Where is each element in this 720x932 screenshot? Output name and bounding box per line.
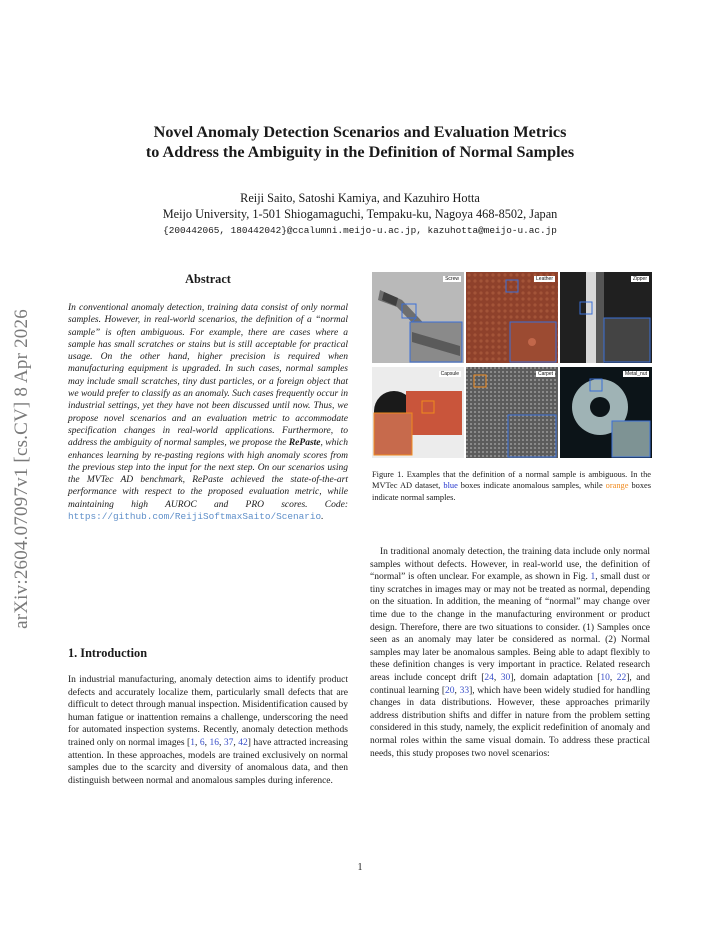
caption-text-2: boxes indicate anomalous samples, while: [457, 481, 606, 491]
citation[interactable]: 33: [459, 685, 470, 696]
screw-image: [372, 272, 464, 363]
caption-text-3: boxes indicate normal samples.: [372, 481, 651, 502]
citation[interactable]: 30: [500, 672, 511, 683]
arxiv-stamp: arXiv:2604.07097v1 [cs.CV] 8 Apr 2026: [11, 309, 32, 629]
col2-text-3: ], domain adaptation [: [510, 672, 601, 683]
panel-capsule: [372, 367, 464, 458]
code-link[interactable]: https://github.com/ReijiSoftmaxSaito/Scenario: [68, 511, 322, 523]
abstract-end: .: [321, 512, 324, 523]
panel-screw: [372, 272, 464, 363]
author-emails: {200442065, 180442042}@ccalumni.meijo-u.ac.jp, kazuhotta@meijo-u.ac.jp: [163, 225, 557, 236]
citation[interactable]: 16: [209, 737, 219, 748]
panel-zipper: [560, 272, 652, 363]
citation[interactable]: 6: [199, 737, 205, 748]
zipper-image: [560, 272, 652, 363]
caption-text-1: Figure 1. Examples that the definition of a normal sample is ambiguous. In the MVTec AD dataset,: [372, 470, 651, 491]
intro-text-1: In industrial manufacturing, anomaly detection aims to identify product defects and accurately localize them, particularly small defects that are difficult to detect through manual inspection. Misidentification caused by human fatigue or inattention remains a challenge, underscoring the need for automated inspection systems. Recently, anomaly detection methods trained only on normal images [: [68, 675, 348, 748]
affiliation: Meijo University, 1-501 Shiogamaguchi, Tempaku-ku, Nagoya 468-8502, Japan: [162, 207, 558, 221]
caption-blue-word: blue: [443, 481, 458, 491]
panel-label: Screw: [445, 276, 459, 282]
citation[interactable]: 24: [484, 672, 494, 683]
carpet-image: [466, 367, 558, 458]
paper-title: [60, 122, 660, 162]
abstract-text-1: In conventional anomaly detection, training data consist of only normal samples. However, in real-world scenarios, the definition of a “normal sample” is often ambiguous. For example, there are cases where a sample has small scratches or stains but is still acceptable for practical usage. On the other hand, higher precision is required when manufacturing equipment is upgraded. In such cases, normal samples may include small scratches, tiny dust particles, or a foreign object that we would prefer to classify as an anomaly. Such cases frequently occur in industrial settings, yet they have not been discussed until now. Thus, we propose novel scenarios and an evaluation metric to accommodate specification changes in real-world applications. Furthermore, to address the ambiguity of normal samples, we propose the: [68, 303, 348, 449]
col2-text-1: In traditional anomaly detection, the training data include only normal samples without defects. However, in real-world use, the definition of “normal” is often unclear. For example, as shown in Fig.: [370, 547, 650, 583]
panel-label: Zipper: [632, 276, 647, 282]
caption-orange-word: orange: [605, 481, 629, 491]
author-block: [60, 190, 660, 222]
panel-label: Capsule: [440, 371, 459, 377]
panel-label: Carpet: [537, 371, 553, 377]
author-names: Reiji Saito, Satoshi Kamiya, and Kazuhiro Hotta: [240, 191, 480, 205]
citation[interactable]: 37: [223, 737, 234, 748]
panel-label: Metal_nut: [625, 371, 647, 377]
intro-paragraph: In industrial manufacturing, anomaly detection aims to identify product defects and accurately localize them, particularly small defects that are difficult to detect through manual inspection. Misidentification caused by human fatigue or inattention remains a challenge, underscoring the need for automated inspection systems. Recently, anomaly detection methods trained only on normal images [1, 6, 16, 37, 42] have attracted increasing attention. In these approaches, models are trained exclusively on normal samples due to the scarcity and diversity of anomalous data, and then distinguish between normal and anomalous samples during inference.: [68, 675, 349, 786]
intro-text-2: ] have attracted increasing attention. In these approaches, models are trained exclusively on normal samples due to the scarcity and diversity of anomalous data, and then distinguish between normal and anomalous samples during inference.: [68, 737, 349, 786]
col2-text-4: ], and continual learning [: [370, 672, 650, 696]
panel-carpet: [466, 367, 558, 458]
citation[interactable]: 1: [190, 737, 195, 748]
figure-1-caption: [372, 469, 651, 503]
citation[interactable]: 22: [616, 672, 627, 683]
citation[interactable]: 10: [600, 672, 610, 683]
page-number: 1: [357, 862, 363, 873]
abstract-body: [68, 302, 348, 523]
column-2-paragraph: In traditional anomaly detection, the training data include only normal samples without defects. However, in real-world use, the definition of “normal” is often unclear. For example, as shown in Fig. 1, small dust or tiny scratches in images may or may not be treated as normal, depending on the situation. In addition, the meaning of “normal” may change over time due to the change in the manufacturing environment or product design. Therefore, there are two situations to consider. (1) Samples once seen as an anomaly may later be considered as normal. (2) Normal samples may later be anomalous samples. Being able to adapt flexibly to these definition changes is very important in practice. Related research areas include concept drift [24, 30], domain adaptation [10, 22], and continual learning [20, 33], which have been widely studied for handling changes in data distributions. However, these approaches primarily address distribution shifts and differ in nature from the problem setting considered in this study, namely, the explicit redefinition of anomaly and normal roles within the same visual domain. To address these practical needs, this study proposes two novel scenarios:: [370, 547, 651, 759]
method-name: RePaste: [288, 438, 321, 449]
citation[interactable]: 42: [238, 737, 248, 748]
abstract-text-2: , which enhances learning by re-pasting regions with high anomaly scores from the previous step into the input for the next step. On our scenarios using the MVTec AD benchmark, RePaste achieved the state-of-the-art performance with respect to the proposed evaluation metric, while maintaining high AUROC and PRO scores. Code:: [68, 438, 349, 510]
title-line-2: to Address the Ambiguity in the Definition of Normal Samples: [145, 143, 575, 161]
col2-text-2: , small dust or tiny scratches in images may or may not be treated as normal, depending on the situation. In addition, the meaning of “normal” may change over time due to the change in the manufacturing environment or product design. Therefore, there are two situations to consider. (1) Samples once seen as an anomaly may later be considered as normal. (2) Normal samples may later be anomalous samples. Being able to adapt flexibly to these definition changes is very important in practice. Related research areas include concept drift [: [370, 572, 650, 683]
metal-nut-image: [560, 367, 652, 458]
citation[interactable]: 20: [445, 685, 455, 696]
panel-metal-nut: [560, 367, 652, 458]
title-line-1: Novel Anomaly Detection Scenarios and Evaluation Metrics: [153, 123, 567, 141]
panel-leather: [466, 272, 558, 363]
capsule-image: [372, 367, 464, 458]
leather-image: [466, 272, 558, 363]
col2-text-5: ], which have been widely studied for handling changes in data distributions. However, these approaches primarily address distribution shifts and differ in nature from the problem setting considered in this study, namely, the explicit redefinition of anomaly and normal roles within the same visual domain. To address these practical needs, this study proposes two novel scenarios:: [370, 685, 651, 759]
abstract-heading: Abstract: [185, 272, 231, 286]
figure-1: [372, 272, 651, 460]
figure-reference[interactable]: 1: [590, 572, 596, 583]
panel-label: Leather: [536, 276, 553, 282]
section-heading-introduction: 1. Introduction: [68, 646, 148, 660]
